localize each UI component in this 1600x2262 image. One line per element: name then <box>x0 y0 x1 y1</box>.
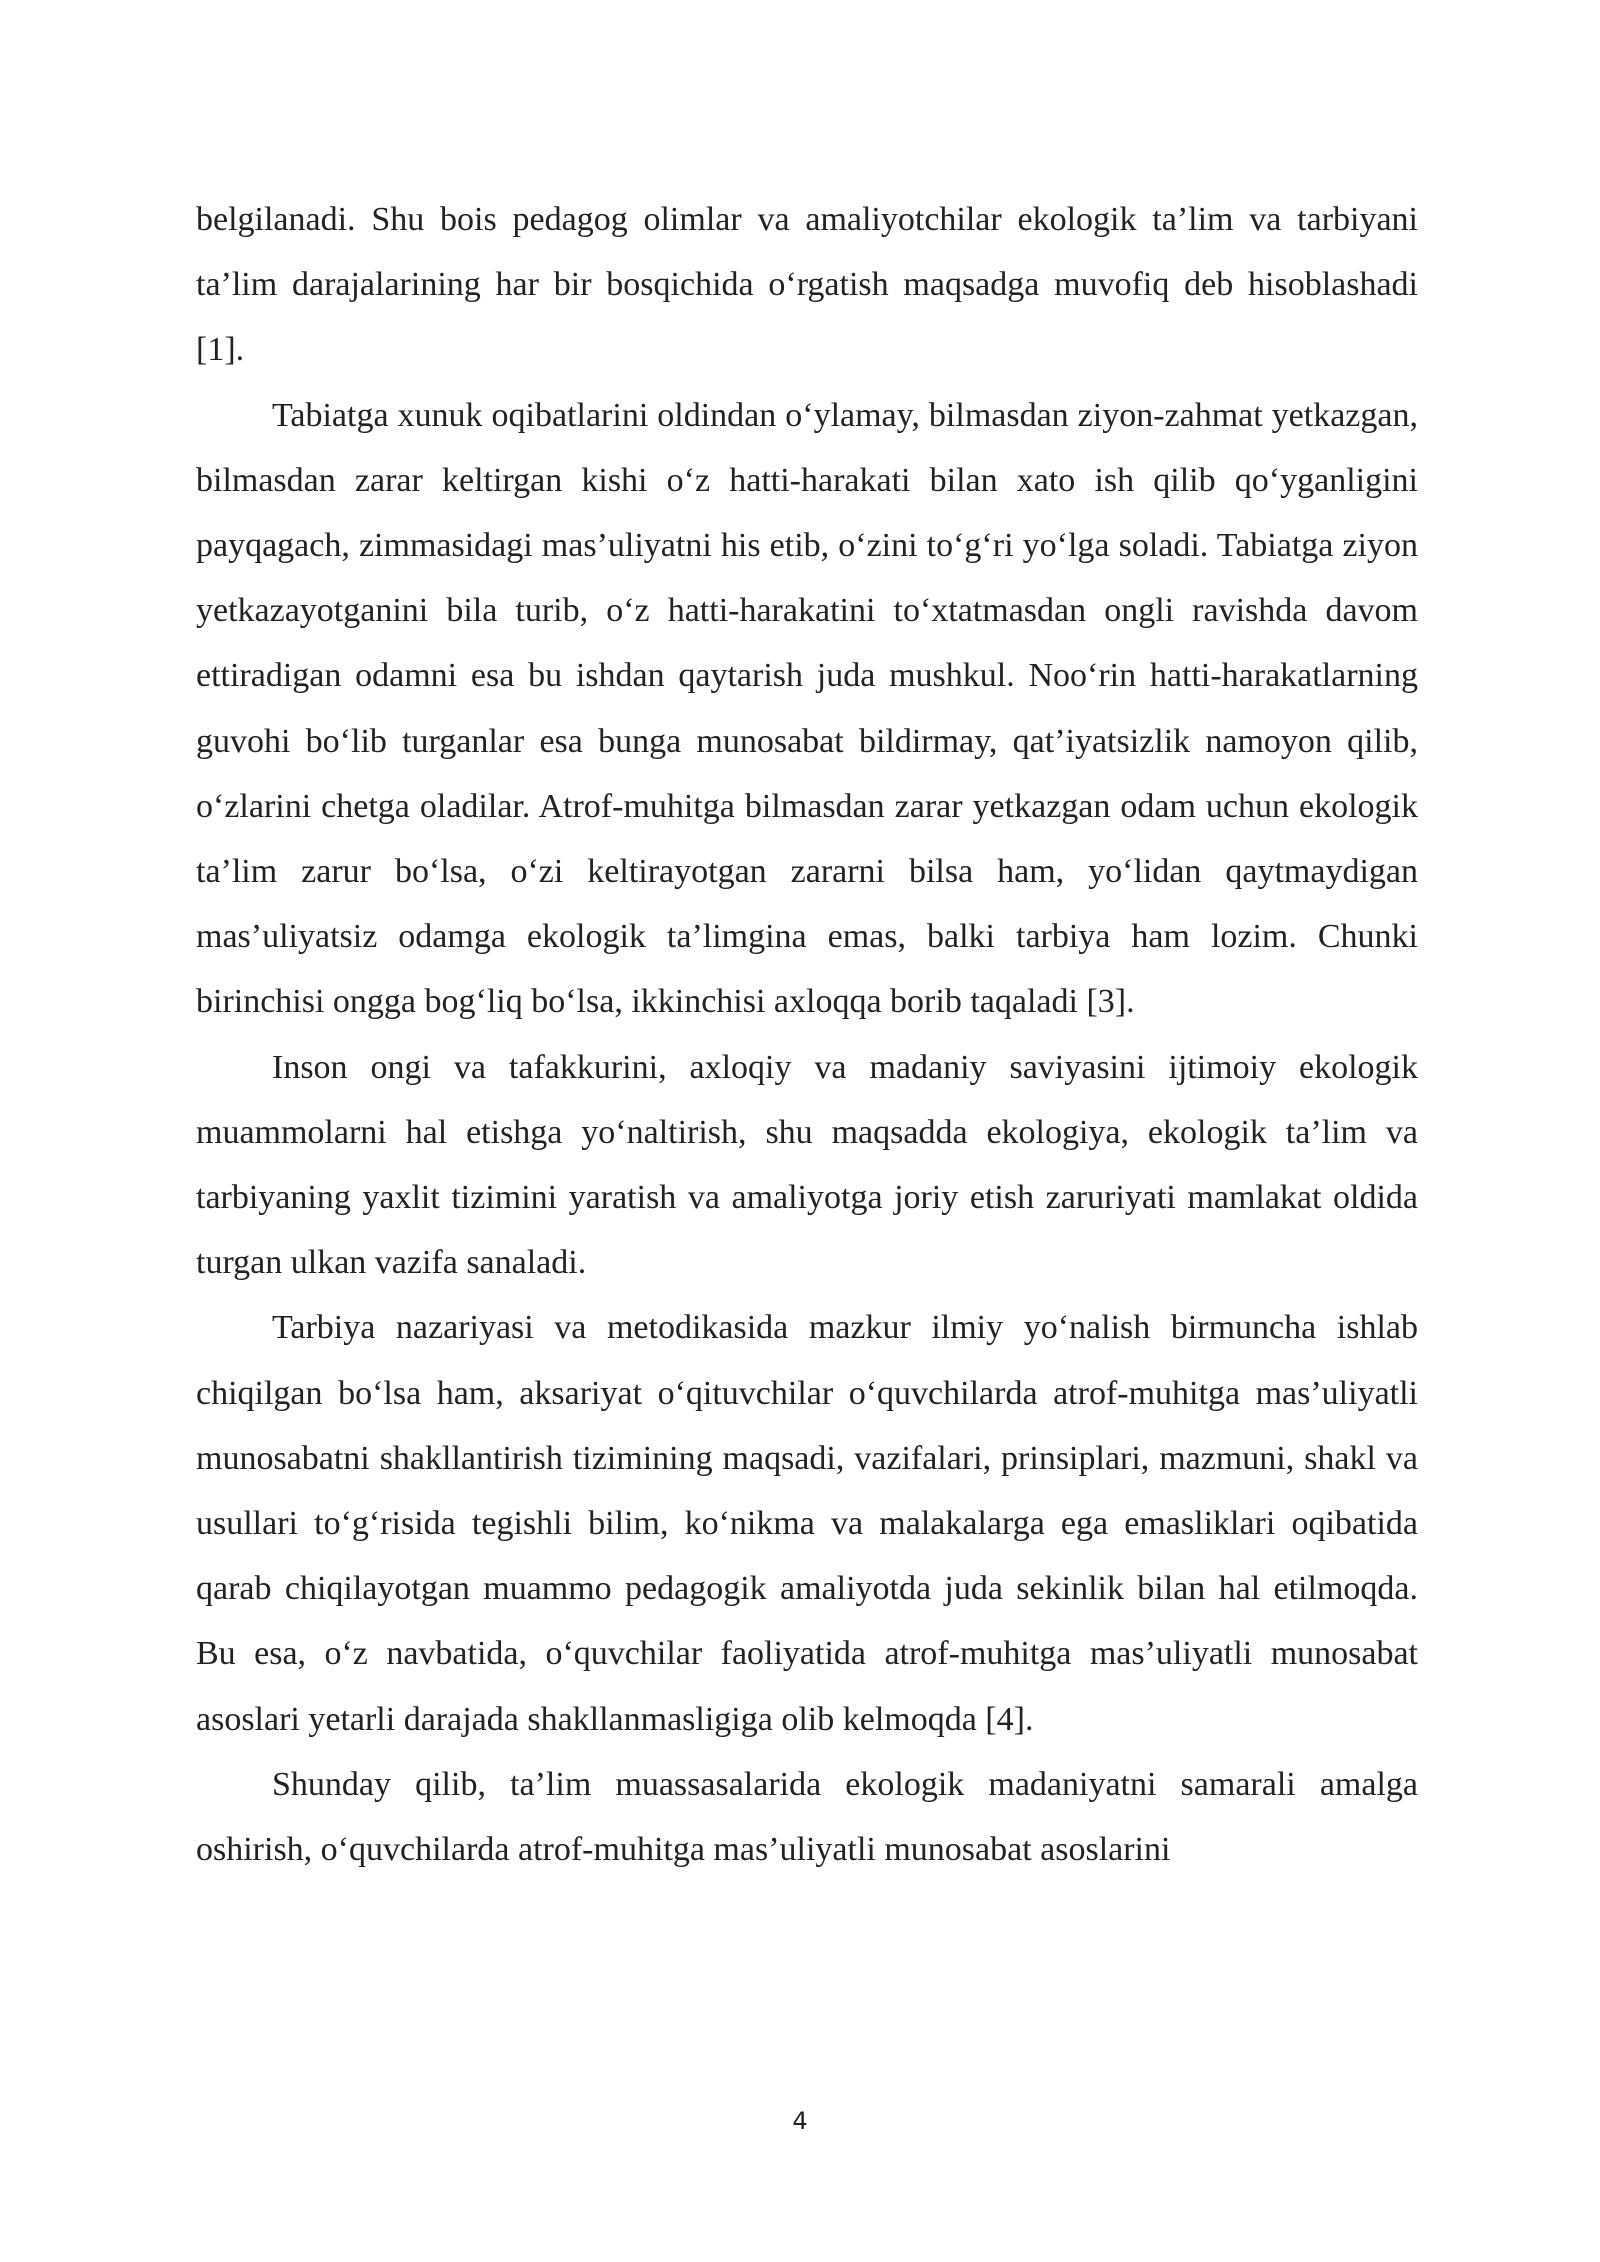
paragraph: Shunday qilib, ta’lim muassasalarida ekologik madaniyatni samarali amalga oshirish, o‘quvchilarda atrof-muhitga mas’uliyatli munosabat asoslarini <box>196 1765 1418 1869</box>
paragraph: Tarbiya nazariyasi va metodikasida mazkur ilmiy yo‘nalish birmuncha ishlab chiqilgan bo‘lsa ham, aksariyat o‘qituvchilar o‘quvchilarda atrof-muhitga mas’uliyatli munosabatni shakllantirish tizimining maqsadi, vazifalari, prinsiplari, mazmuni, shakl va usullari to‘g‘risida tegishli bilim, ko‘nikma va malakalarga ega emasliklari oqibatida qarab chiqilayotgan muammo pedagogik amaliyotda juda sekinlik bilan hal etilmoqda. Bu esa, o‘z navbatida, o‘quvchilar faoliyatida atrof-muhitga mas’uliyatli munosabat asoslari yetarli darajada shakllanmasligiga olib kelmoqda [4]. <box>196 1309 1418 1738</box>
body-text <box>196 187 1418 1882</box>
paragraph: Tabiatga xunuk oqibatlarini oldindan o‘ylamay, bilmasdan ziyon-zahmat yetkazgan, bilmasdan zarar keltirgan kishi o‘z hatti-harakati bilan xato ish qilib qo‘yganligini payqagach, zimmasidagi mas’uliyatni his etib, o‘zini to‘g‘ri yo‘lga soladi. Tabiatga ziyon yetkazayotganini bila turib, o‘z hatti-harakatini to‘xtatmasdan ongli ravishda davom ettiradigan odamni esa bu ishdan qaytarish juda mushkul. Noo‘rin hatti-harakatlarning guvohi bo‘lib turganlar esa bunga munosabat bildirmay, qat’iyatsizlik namoyon qilib, o‘zlarini chetga oladilar. Atrof-muhitga bilmasdan zarar yetkazgan odam uchun ekologik ta’lim zarur bo‘lsa, o‘zi keltirayotgan zararni bilsa ham, yo‘lidan qaytmaydigan mas’uliyatsiz odamga ekologik ta’limgina emas, balki tarbiya ham lozim. Chunki birinchisi ongga bog‘liq bo‘lsa, ikkinchisi axloqqa borib taqaladi [3]. <box>196 396 1418 1021</box>
paragraph: Inson ongi va tafakkurini, axloqiy va madaniy saviyasini ijtimoiy ekologik muammolarni hal etishga yo‘naltirish, shu maqsadda ekologiya, ekologik ta’lim va tarbiyaning yaxlit tizimini yaratish va amaliyotga joriy etish zaruriyati mamlakat oldida turgan ulkan vazifa sanaladi. <box>196 1048 1418 1282</box>
paragraph: belgilanadi. Shu bois pedagog olimlar va amaliyotchilar ekologik ta’lim va tarbiyani ta’lim darajalarining har bir bosqichida o‘rgatish maqsadga muvofiq deb hisoblashadi [1]. <box>196 201 1418 369</box>
page-number: 4 <box>792 2107 808 2135</box>
